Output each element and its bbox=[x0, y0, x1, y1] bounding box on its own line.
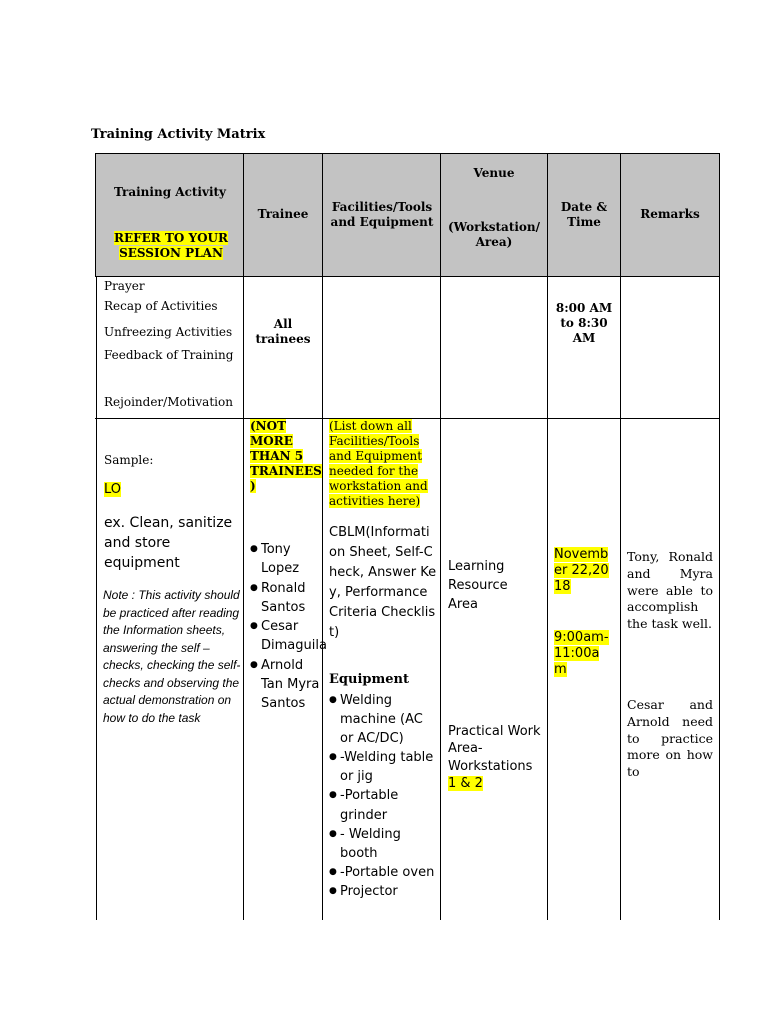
session-date: November 22,2018 bbox=[554, 547, 609, 594]
header-venue-sub: (Workstation/ Area) bbox=[447, 220, 541, 249]
venue-practical-work: Practical Work Area-Workstations 1 & 2 bbox=[448, 724, 541, 791]
trainee-all: All trainees bbox=[255, 317, 311, 346]
list-item: ● -Portable oven bbox=[329, 863, 437, 882]
header-venue: Venue bbox=[473, 166, 515, 180]
header-training-activity: Training Activity bbox=[113, 185, 227, 199]
list-item: ● Projector bbox=[329, 882, 437, 901]
list-item: ● Ronald Santos bbox=[250, 579, 320, 618]
activity-item: Rejoinder/Motivation bbox=[104, 395, 233, 409]
activity-item: Prayer bbox=[104, 279, 145, 293]
list-item: ● -Welding table or jig bbox=[329, 748, 437, 786]
facilities-note: (List down all Facilities/Tools and Equipment needed for the workstation and activities here) bbox=[329, 419, 428, 508]
trainee-list bbox=[250, 540, 327, 714]
activity-note: Note : This activity should be practiced after reading the Information sheets, answering the self – checks, checking the self-checks and observing the actual demonstration on how to do the task bbox=[103, 588, 241, 725]
header-session-plan-note: REFER TO YOUR SESSION PLAN bbox=[114, 231, 228, 260]
equipment-list bbox=[329, 691, 437, 901]
lo-label: LO bbox=[104, 482, 122, 497]
header-trainee: Trainee bbox=[257, 207, 309, 221]
list-item: ● Cesar Dimaguila bbox=[250, 617, 320, 656]
remarks-accomplished: Tony, Ronald and Myra were able to accomplish the task well. bbox=[627, 549, 713, 632]
row1-date-time: 8:00 AM to 8:30 AM bbox=[555, 301, 613, 345]
example-text: ex. Clean, sanitize and store equipment bbox=[104, 515, 233, 571]
equipment-label: Equipment bbox=[329, 672, 409, 687]
list-item: ● Tony Lopez bbox=[250, 540, 320, 579]
cblm-text: CBLM(Information Sheet, Self-Check, Answer Key, Performance Criteria Checklist) bbox=[329, 525, 437, 640]
session-time: 9:00am-11:00am bbox=[554, 630, 609, 677]
header-remarks: Remarks bbox=[640, 207, 700, 221]
remarks-practice: Cesar and Arnold need to practice more on how to bbox=[627, 697, 713, 780]
sample-label: Sample: bbox=[104, 453, 154, 467]
activity-item: Unfreezing Activities bbox=[104, 325, 233, 339]
list-item: ● Welding machine (AC or AC/DC) bbox=[329, 691, 437, 748]
list-item: ● - Welding booth bbox=[329, 825, 437, 863]
trainee-limit-note: (NOT MORE THAN 5 TRAINEES ) bbox=[250, 419, 322, 493]
header-facilities: Facilities/Tools and Equipment bbox=[330, 200, 434, 229]
page-title: Training Activity Matrix bbox=[91, 127, 266, 142]
activity-item: Recap of Activities bbox=[104, 299, 218, 313]
venue-learning-resource: Learning Resource Area bbox=[448, 559, 508, 612]
activity-item: Feedback of Training bbox=[104, 348, 234, 362]
list-item: ● Arnold Tan Myra Santos bbox=[250, 656, 320, 714]
header-date-time: Date & Time bbox=[560, 200, 608, 229]
list-item: ● -Portable grinder bbox=[329, 786, 437, 824]
